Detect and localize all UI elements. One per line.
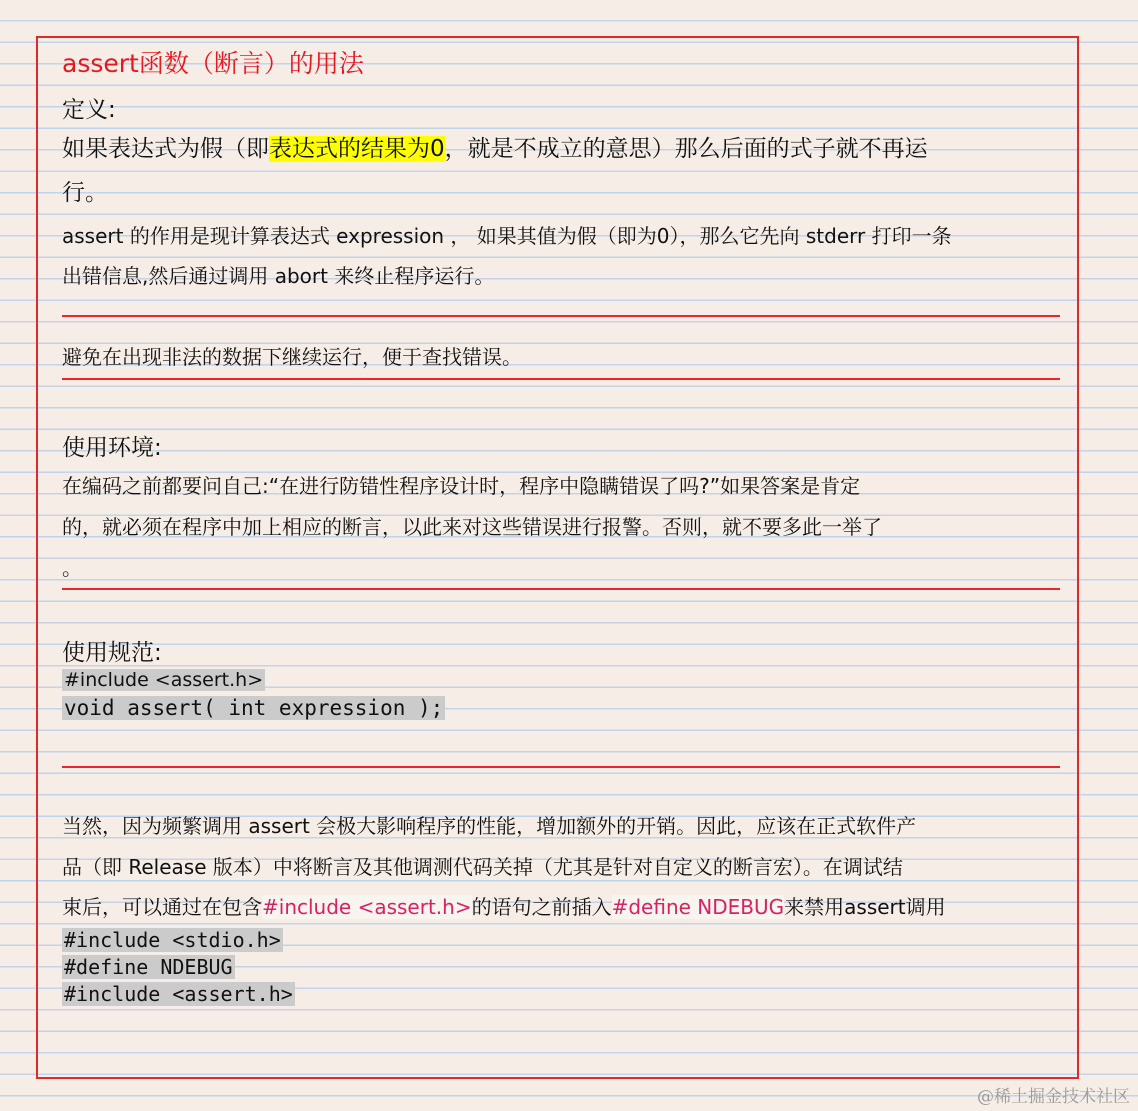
page-title: assert函数（断言）的用法 [62,49,364,78]
code-block-line-2: #define NDEBUG [64,955,233,979]
definition-line-2: 行。 [62,180,108,206]
divider [62,315,1060,317]
usage-code-line-2: void assert( int expression ); [64,696,444,720]
environment-line-1: 在编码之前都要问自己:“在进行防错性程序设计时，程序中隐瞒错误了吗?”如果答案是肯定 [62,474,861,498]
highlighted-text: 表达式的结果为0 [269,136,445,162]
usage-heading: 使用规范: [62,640,162,666]
divider [62,766,1060,768]
usage-code-line-1: #include <assert.h> [64,669,264,691]
environment-line-3: 。 [62,556,82,580]
divider [62,588,1060,590]
note-line-3: 束后，可以通过在包含#include <assert.h>的语句之前插入#define NDEBUG来禁用assert调用 [62,895,946,919]
code-block-line-3: #include <assert.h> [64,982,293,1006]
environment-line-2: 的，就必须在程序中加上相应的断言，以此来对这些错误进行报警。否则，就不要多此一举了 [62,515,882,539]
watermark: @稀土掘金技术社区 [977,1087,1130,1107]
inline-code: #define NDEBUG [611,895,785,919]
code-block-line-1: #include <stdio.h> [64,928,281,952]
definition-heading: 定义: [62,97,116,123]
divider [62,378,1060,380]
definition-line-3: assert 的作用是现计算表达式 expression ， 如果其值为假（即为0），那么它先向 stderr 打印一条 [62,224,952,248]
definition-line-1: 如果表达式为假（即表达式的结果为0，就是不成立的意思）那么后面的式子就不再运 [62,136,928,162]
note-line-2: 品（即 Release 版本）中将断言及其他调测代码关掉（尤其是针对自定义的断言宏）。在调试结 [62,855,903,879]
environment-heading: 使用环境: [62,435,162,461]
note-line-1: 当然，因为频繁调用 assert 会极大影响程序的性能，增加额外的开销。因此，应该在正式软件产 [62,814,917,838]
definition-line-4: 出错信息,然后通过调用 abort 来终止程序运行。 [62,264,495,288]
inline-code: #include <assert.h> [262,895,472,919]
purpose-text: 避免在出现非法的数据下继续运行，便于查找错误。 [62,345,522,369]
